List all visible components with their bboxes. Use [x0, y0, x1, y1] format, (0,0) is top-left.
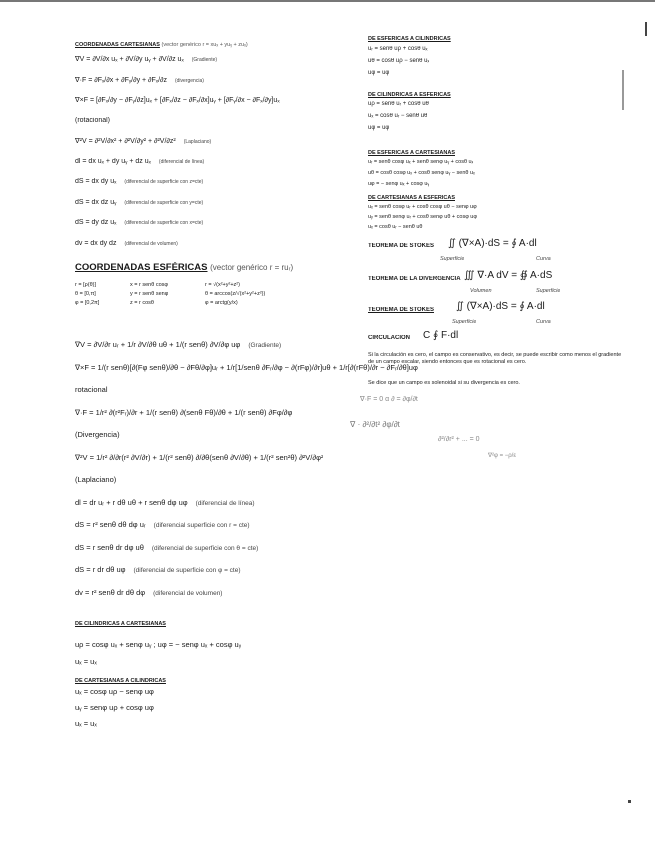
- formula-row: [75, 340, 281, 349]
- spherical-heading: COORDENADAS ESFÉRICAS: [75, 262, 208, 273]
- formula: dS = dx dy uₓ: [75, 178, 117, 185]
- handwritten-note-3: ∂²/∂r² + ... = 0: [438, 436, 480, 443]
- formula: ∇·F = 1/r² ∂(r²Fᵣ)/∂r + 1/(r senθ) ∂(senθ Fθ)/∂θ + 1/(r senθ) ∂Fφ/∂φ: [75, 407, 293, 417]
- system-col-range: r = [ρ(θ)]: [75, 282, 97, 288]
- formula-row: [75, 76, 204, 84]
- formula-note: (diferencial superficie con r = cte): [153, 522, 250, 529]
- divergence-sub-surface: Superficie: [536, 288, 561, 294]
- esf-cil-heading-row: [368, 36, 451, 42]
- formula-row: [75, 219, 203, 226]
- divergence-label: TEOREMA DE LA DIVERGENCIA: [368, 276, 461, 282]
- formula-row: [75, 408, 292, 417]
- conversion-line: uφ = − senφ uₓ + cosφ uᵧ: [368, 181, 430, 187]
- formula-row: [75, 453, 323, 462]
- conversion-line: uₓ = cosθ uᵣ − senθ uθ: [368, 113, 428, 119]
- circulation-label: CIRCULACIÓN: [368, 335, 410, 341]
- cil-esf-heading-row: [368, 92, 451, 98]
- divergence-sub-volume: Volumen: [470, 288, 492, 294]
- cil-to-cart-heading: DE CILÍNDRICAS A CARTESIANAS: [75, 621, 166, 627]
- conversion-line: uᵧ = senθ senφ uᵣ + cosθ senφ uθ + cosφ uφ: [368, 214, 477, 220]
- formula-row: [75, 565, 241, 574]
- formula: dv = r² senθ dr dθ dφ: [75, 587, 146, 597]
- formula: dS = r dr dθ uφ: [75, 565, 126, 574]
- formula-note: (diferencial de superficie con θ = cte): [151, 544, 259, 552]
- system-col-range: φ = [0,2π]: [75, 300, 100, 306]
- conversion-line: uθ = cosθ uρ − senθ uₓ: [368, 58, 430, 64]
- formula-note: (divergencia): [174, 77, 204, 84]
- system-col-inverse: r = √(x²+y²+z²): [205, 282, 240, 288]
- scan-mark: [628, 800, 631, 803]
- stokes-formula-1: ∬ (∇×A)·dS = ∮ A·dl: [448, 238, 537, 249]
- formula: (rotacional): [75, 116, 111, 124]
- formula: dS = r senθ dr dφ uθ: [75, 542, 144, 552]
- cartesian-vector: (vector genérico r = xuₓ + yuᵧ + zuₓ): [161, 42, 248, 48]
- system-col-range: θ = [0,π]: [75, 291, 96, 297]
- stokes-sub-surface-1: Superficie: [440, 256, 465, 262]
- formula-row: [75, 520, 250, 529]
- stokes-label-2: TEOREMA DE STOKES: [368, 307, 435, 313]
- formula-note: (diferencial de superficie con z=cte): [124, 179, 204, 185]
- formula: ∇²V = 1/r² ∂/∂r(r² ∂V/∂r) + 1/(r² senθ) ∂/∂θ(senθ ∂V/∂θ) + 1/(r² sen²θ) ∂²V/∂φ²: [75, 452, 324, 462]
- formula-note: (Laplaciano): [183, 139, 212, 145]
- stokes-sub-curve-2: Curva: [536, 319, 551, 325]
- handwritten-note-4: ∇²φ = −ρ/ε: [488, 453, 516, 459]
- conversion-line: uₓ = senθ cosφ uᵣ + cosθ cosφ uθ − senφ uφ: [368, 204, 477, 210]
- scan-top-edge: [0, 0, 655, 2]
- conversion-line: uₓ = cosφ uρ − senφ uφ: [75, 687, 154, 696]
- formula-row: [75, 178, 203, 185]
- system-col-xyz: x = r senθ cosφ: [130, 282, 168, 288]
- formula: ∇×F = 1/(r senθ)[∂(Fφ senθ)/∂θ − ∂Fθ/∂φ]uᵣ + 1/r[1/senθ ∂Fᵣ/∂φ − ∂(rFφ)/∂r]uθ + 1/r[∂(rFθ)/∂r − ∂Fᵣ/∂θ]uφ: [75, 362, 418, 372]
- formula-note: (Gradiente): [191, 57, 218, 63]
- stokes-sub-curve-1: Curva: [536, 256, 551, 262]
- solenoidal-paragraph: Se dice que un campo es solenoidal si su divergencia es cero.: [368, 380, 520, 386]
- handwritten-note-1: ∇·F = 0 α ∂ = ∂φ/∂t: [360, 396, 418, 403]
- conversion-line: uᵣ = senθ uρ + cosθ uₓ: [368, 46, 428, 52]
- cart-to-cil-heading: DE CARTESIANAS A CILÍNDRICAS: [75, 678, 166, 684]
- formula-note: (diferencial de línea): [195, 499, 255, 507]
- formula-row: [75, 158, 204, 165]
- conversion-line: uρ = cosφ uₓ + senφ uᵧ ; uφ = − senφ uₓ + cosφ uᵧ: [75, 640, 242, 649]
- formula: dS = dx dz uᵧ: [75, 198, 117, 206]
- cil-cart-heading-row: [75, 621, 166, 627]
- formula: (Laplaciano): [75, 475, 117, 484]
- formula-row: [75, 475, 116, 484]
- formula-note: (diferencial de superficie con x=cte): [124, 220, 204, 226]
- esf-to-cil-heading: DE ESFÉRICAS A CILÍNDRICAS: [368, 36, 451, 42]
- system-col-xyz: y = r senθ senφ: [130, 291, 169, 297]
- formula-row: [75, 199, 203, 206]
- conversion-line: uₓ = uₓ: [75, 657, 97, 666]
- formula-row: [75, 117, 110, 124]
- formula-note: (diferencial de superficie con φ = cte): [133, 567, 241, 574]
- formula-row: [75, 96, 280, 104]
- formula: ∇V = ∂V/∂r uᵣ + 1/r ∂V/∂θ uθ + 1/(r senθ) ∂V/∂φ uφ: [75, 340, 241, 349]
- system-col-xyz: z = r cosθ: [130, 300, 154, 306]
- conversion-line: uₓ = uₓ: [75, 719, 97, 728]
- conversion-line: uᵣ = senθ cosφ uₓ + senθ senφ uᵧ + cosθ uₓ: [368, 159, 474, 165]
- scan-mark: [645, 22, 647, 36]
- esf-cart-heading-row: [368, 150, 455, 156]
- formula: ∇²V = ∂²V/∂x² + ∂²V/∂y² + ∂²V/∂z²: [75, 138, 176, 145]
- conversion-line: uφ = uφ: [368, 125, 390, 131]
- cart-esf-heading-row: [368, 195, 455, 201]
- stokes-sub-surface-2: Superficie: [452, 319, 477, 325]
- circulation-formula: C ∮ F·dl: [423, 330, 459, 341]
- formula-row: [75, 385, 108, 394]
- formula: ∇·F = ∂Fₓ/∂x + ∂Fᵧ/∂y + ∂Fₓ/∂z: [75, 76, 167, 84]
- formula-note: (diferencial de volumen): [153, 589, 223, 597]
- formula-row: [75, 363, 418, 372]
- formula: ∇V = ∂V/∂x uₓ + ∂V/∂y uᵧ + ∂V/∂z uₓ: [75, 56, 184, 63]
- cart-cil-heading-row: [75, 678, 166, 684]
- formula: dl = dr uᵣ + r dθ uθ + r senθ dφ uφ: [75, 497, 188, 507]
- esf-to-cart-heading: DE ESFÉRICAS A CARTESIANAS: [368, 150, 455, 156]
- stokes-label-1: TEOREMA DE STOKES: [368, 243, 435, 249]
- formula: dS = r² senθ dθ dφ uᵣ: [75, 520, 146, 529]
- spherical-vector: (vector genérico r = ruᵣ): [210, 263, 294, 272]
- cart-heading-row: [75, 42, 248, 48]
- system-col-inverse: φ = arctg(y/x): [205, 300, 238, 306]
- system-col-inverse: θ = arccos(z/√(x²+y²+z²)): [205, 291, 266, 297]
- formula: rotacional: [75, 385, 108, 394]
- handwritten-note-2: ∇ · ∂²/∂t² ∂φ/∂t: [350, 420, 400, 429]
- formula-note: (diferencial de volumen): [124, 240, 178, 247]
- formula-row: [75, 137, 211, 145]
- formula-row: [75, 588, 222, 597]
- cartesian-heading: COORDENADAS CARTESIANAS: [75, 42, 160, 48]
- formula-note: (diferencial de superficie con y=cte): [124, 199, 204, 206]
- formula: ∇×F = [∂Fₓ/∂y − ∂Fᵧ/∂z]uₓ + [∂Fₓ/∂z − ∂Fₓ/∂x]uᵧ + [∂Fᵧ/∂x − ∂Fₓ/∂y]uₓ: [75, 97, 280, 104]
- conversion-line: uθ = cosθ cosφ uₓ + cosθ senφ uᵧ − senθ uₓ: [368, 170, 475, 176]
- conversion-line: uₓ = cosθ uᵣ − senθ uθ: [368, 224, 423, 230]
- formula: dv = dx dy dz: [75, 239, 117, 247]
- formula-row: [75, 55, 217, 63]
- divergence-formula: ∭ ∇·A dV = ∯ A·dS: [464, 270, 553, 281]
- conversion-line: uρ = senθ uᵣ + cosθ uθ: [368, 101, 429, 107]
- esf-heading-row: [75, 262, 293, 273]
- formula-row: [75, 240, 178, 247]
- formula: dS = dy dz uₓ: [75, 219, 117, 226]
- formula: (Divergencia): [75, 430, 120, 439]
- formula: dl = dx uₓ + dy uᵧ + dz uₓ: [75, 157, 151, 165]
- cart-to-esf-heading: DE CARTESIANAS A ESFÉRICAS: [368, 195, 455, 201]
- cil-to-esf-heading: DE CILÍNDRICAS A ESFÉRICAS: [368, 92, 451, 98]
- conversion-line: uᵧ = senφ uρ + cosφ uφ: [75, 703, 154, 712]
- formula-row: [75, 430, 120, 439]
- scan-mark: [622, 70, 624, 110]
- stokes-formula-2: ∬ (∇×A)·dS = ∮ A·dl: [456, 301, 545, 312]
- conservative-paragraph: Si la circulación es cero, el campo es conservativo, es decir, se puede escribir como menos el gradiente de un campo escalar, siendo entonces que es rotacional es cero.: [368, 352, 622, 365]
- formula-row: [75, 498, 255, 507]
- formula-note: (diferencial de línea): [158, 158, 205, 165]
- formula-row: [75, 543, 258, 552]
- formula-note: (Gradiente): [248, 342, 282, 349]
- conversion-line: uφ = uφ: [368, 70, 390, 76]
